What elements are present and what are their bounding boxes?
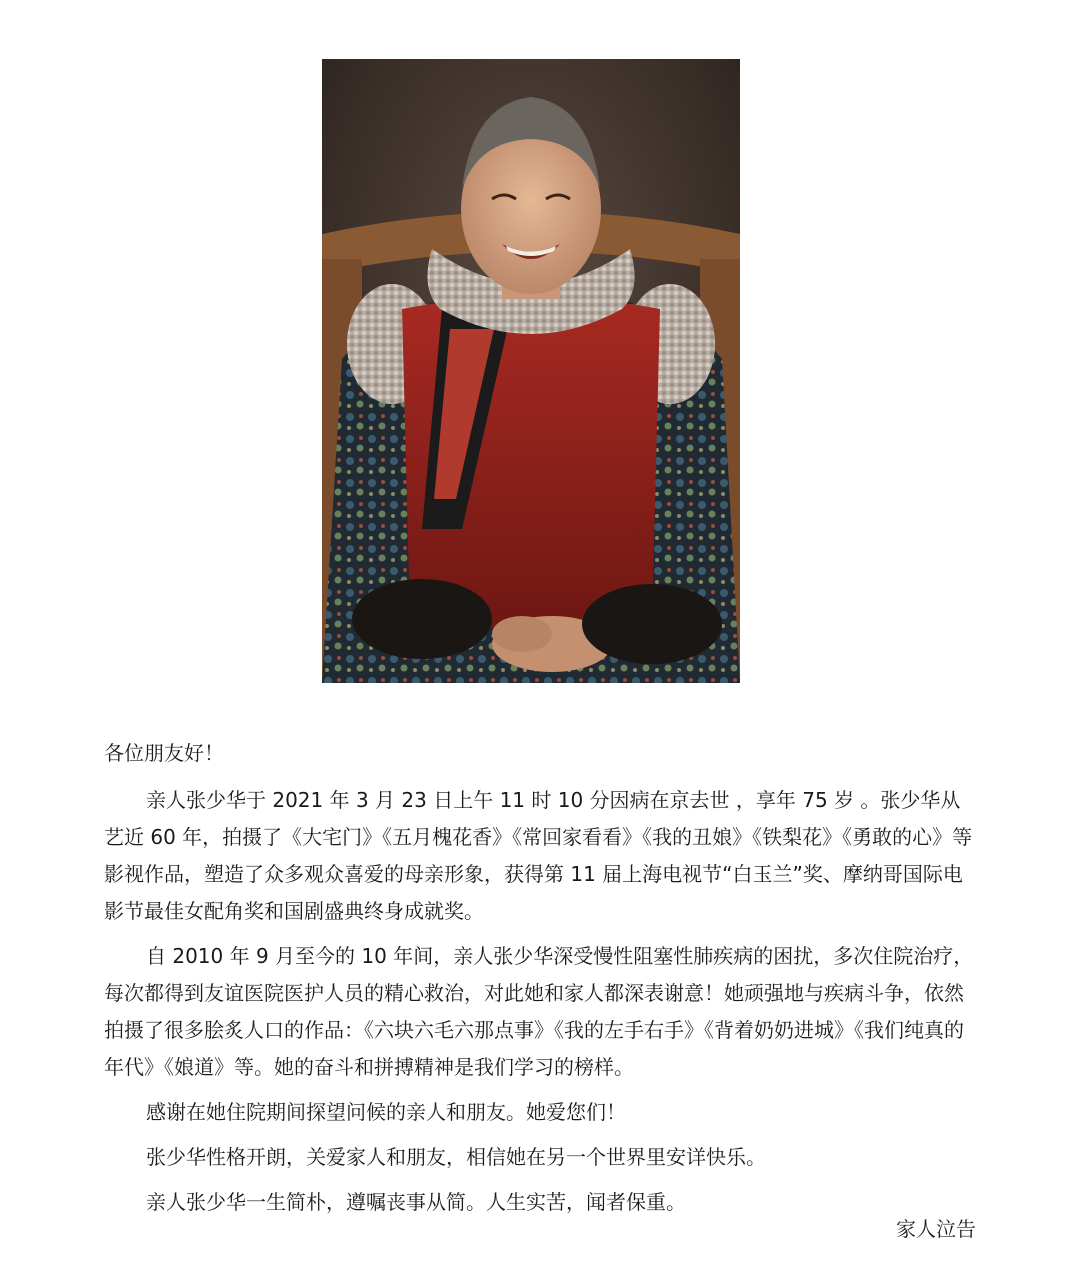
portrait-illustration bbox=[322, 59, 740, 683]
portrait-photo bbox=[322, 59, 740, 683]
letter-body bbox=[104, 735, 980, 1221]
paragraph-personality: 张少华性格开朗，关爱家人和朋友，相信她在另一个世界里安详快乐。 bbox=[146, 1145, 766, 1169]
paragraph-illness: 自 2010 年 9 月至今的 10 年间，亲人张少华深受慢性阻塞性肺疾病的困扰，多次住院治疗，每次都得到友谊医院医护人员的精心救治，对此她和家人都深表谢意！她顽强地与疾病斗争，依然拍摄了很多脍炙人口的作品：《六块六毛六那点事》《我的左手右手》《背着奶奶进城》《我们纯真的年代》《娘道》等。她的奋斗和拼搏精神是我们学习的榜样。 bbox=[104, 944, 974, 1079]
greeting: 各位朋友好！ bbox=[104, 741, 224, 765]
paragraph-biography: 亲人张少华于 2021 年 3 月 23 日上午 11 时 10 分因病在京去世 ，享年 75 岁 。张少华从艺近 60 年，拍摄了《大宅门》《五月槐花香》《常回家看看》《我的丑娘》《铁梨花》《勇敢的心》等影视作品，塑造了众多观众喜爱的母亲形象，获得第 11 届上海电视节“白玉兰”奖、摩纳哥国际电影节最佳女配角奖和国剧盛典终身成就奖。 bbox=[104, 788, 973, 923]
signoff: 家人泣告 bbox=[896, 1217, 976, 1241]
paragraph-funeral: 亲人张少华一生简朴，遵嘱丧事从简。人生实苦，闻者保重。 bbox=[146, 1190, 686, 1214]
paragraph-thanks: 感谢在她住院期间探望问候的亲人和朋友。她爱您们！ bbox=[146, 1100, 626, 1124]
